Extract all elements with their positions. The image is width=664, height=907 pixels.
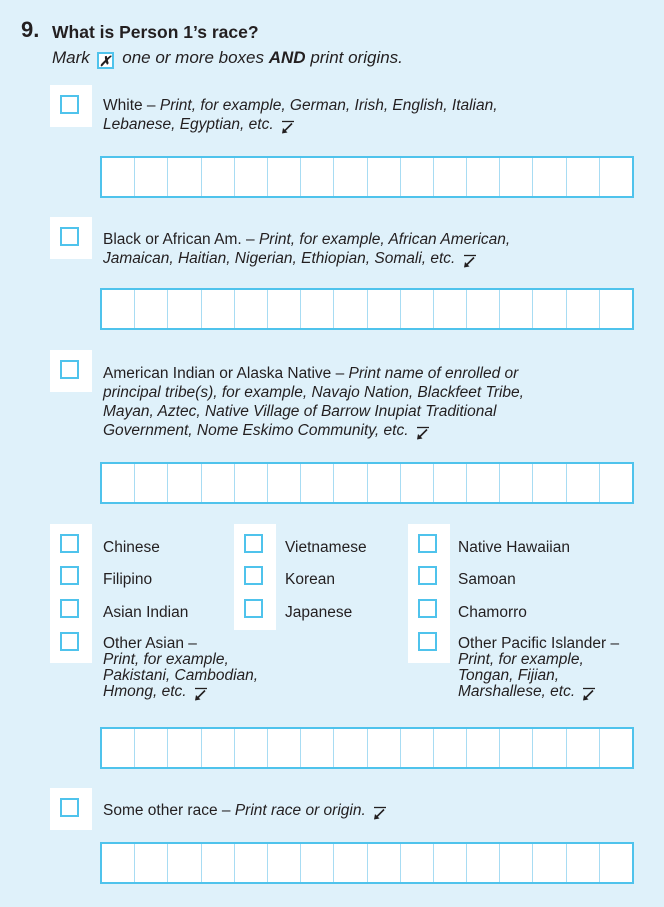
question-number: 9.	[21, 17, 40, 42]
black-option-label	[103, 230, 643, 268]
other-race-option-label	[103, 801, 387, 820]
other-race-label: Some other race –	[103, 802, 235, 819]
write-in-arrow-icon	[463, 254, 477, 268]
other-pacific-islander-checkbox[interactable]	[418, 632, 437, 651]
asian-col2-checkbox-strip	[234, 524, 276, 630]
native-hawaiian-label: Native Hawaiian	[458, 539, 570, 556]
other-race-checkbox[interactable]	[60, 798, 79, 817]
chamorro-checkbox[interactable]	[418, 599, 437, 618]
korean-label: Korean	[285, 571, 335, 588]
black-checkbox-pad	[50, 217, 92, 259]
asian-pacific-write-in-field[interactable]	[100, 727, 634, 769]
aian-hint-line4: Government, Nome Eskimo Community, etc.	[103, 422, 409, 439]
other-asian-hint-line1: Print, for example,	[103, 651, 229, 668]
white-label: White –	[103, 97, 160, 114]
chinese-label: Chinese	[103, 539, 160, 556]
black-write-in-field[interactable]	[100, 288, 634, 330]
other-asian-checkbox[interactable]	[60, 632, 79, 651]
write-in-arrow-icon	[194, 687, 208, 701]
filipino-checkbox[interactable]	[60, 566, 79, 585]
aian-hint-line3: Mayan, Aztec, Native Village of Barrow Inupiat Traditional	[103, 403, 497, 420]
question-instruction	[52, 47, 403, 69]
other-pacific-islander-option-label	[458, 636, 619, 701]
other-race-hint: Print race or origin.	[234, 802, 366, 819]
aian-label: American Indian or Alaska Native –	[103, 365, 349, 382]
aian-hint-line1: Print name of enrolled or	[348, 365, 519, 382]
white-hint-line2: Lebanese, Egyptian, etc.	[103, 116, 274, 133]
other-pacific-hint-line3: Marshallese, etc.	[458, 683, 576, 700]
other-pacific-hint-line1: Print, for example,	[458, 651, 584, 668]
other-pacific-islander-label: Other Pacific Islander –	[458, 635, 620, 652]
mark-x-example-icon: ✗	[97, 52, 114, 69]
aian-option-label	[103, 364, 653, 440]
black-checkbox[interactable]	[60, 227, 79, 246]
write-in-arrow-icon	[281, 120, 295, 134]
instruction-post: print origins.	[310, 48, 403, 67]
write-in-arrow-icon	[373, 806, 387, 820]
chamorro-label: Chamorro	[458, 604, 527, 621]
black-hint-line2: Jamaican, Haitian, Nigerian, Ethiopian, Somali, etc.	[103, 250, 456, 267]
white-write-in-field[interactable]	[100, 156, 634, 198]
instruction-mid: one or more boxes	[122, 48, 264, 67]
other-race-write-in-field[interactable]	[100, 842, 634, 884]
japanese-label: Japanese	[285, 604, 353, 621]
white-option-label	[103, 96, 643, 134]
black-label: Black or African Am. –	[103, 231, 259, 248]
asian-indian-checkbox[interactable]	[60, 599, 79, 618]
other-asian-hint-line2: Pakistani, Cambodian,	[103, 667, 259, 684]
aian-write-in-field[interactable]	[100, 462, 634, 504]
asian-col1-checkbox-strip	[50, 524, 92, 663]
other-asian-option-label	[103, 636, 258, 701]
aian-checkbox[interactable]	[60, 360, 79, 379]
other-asian-hint-line3: Hmong, etc.	[103, 683, 187, 700]
other-pacific-hint-line2: Tongan, Fijian,	[458, 667, 560, 684]
other-race-checkbox-pad	[50, 788, 92, 830]
japanese-checkbox[interactable]	[244, 599, 263, 618]
vietnamese-checkbox[interactable]	[244, 534, 263, 553]
aian-checkbox-pad	[50, 350, 92, 392]
pacific-col3-checkbox-strip	[408, 524, 450, 663]
white-hint-line1: Print, for example, German, Irish, English, Italian,	[159, 97, 498, 114]
instruction-bold: AND	[268, 48, 306, 67]
question-title: What is Person 1’s race?	[52, 22, 259, 42]
aian-hint-line2: principal tribe(s), for example, Navajo Nation, Blackfeet Tribe,	[103, 384, 524, 401]
instruction-pre: Mark	[52, 48, 90, 67]
vietnamese-label: Vietnamese	[285, 539, 367, 556]
white-checkbox-pad	[50, 85, 92, 127]
other-asian-label: Other Asian –	[103, 635, 197, 652]
white-checkbox[interactable]	[60, 95, 79, 114]
write-in-arrow-icon	[582, 687, 596, 701]
native-hawaiian-checkbox[interactable]	[418, 534, 437, 553]
filipino-label: Filipino	[103, 571, 153, 588]
black-hint-line1: Print, for example, African American,	[258, 231, 511, 248]
chinese-checkbox[interactable]	[60, 534, 79, 553]
asian-indian-label: Asian Indian	[103, 604, 189, 621]
samoan-label: Samoan	[458, 571, 516, 588]
korean-checkbox[interactable]	[244, 566, 263, 585]
samoan-checkbox[interactable]	[418, 566, 437, 585]
write-in-arrow-icon	[416, 426, 430, 440]
